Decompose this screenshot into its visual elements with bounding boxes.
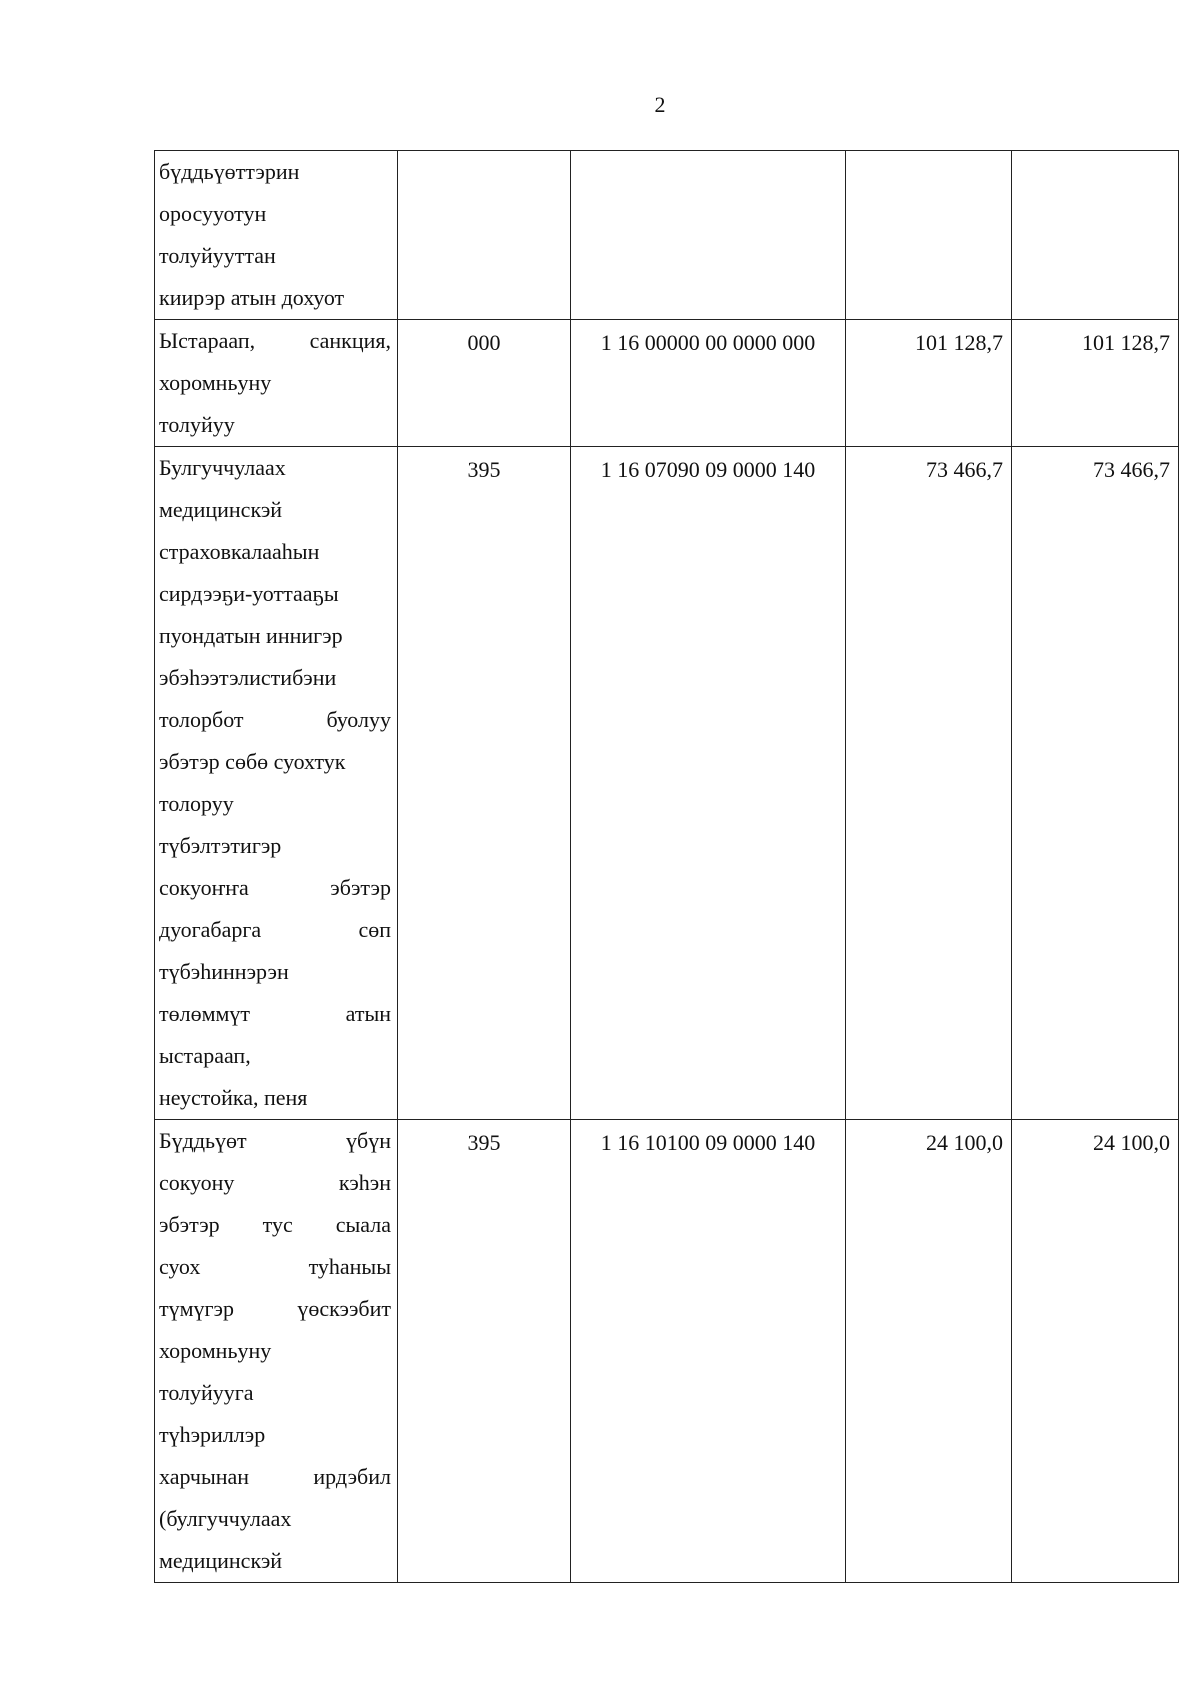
row-name-line: түбэһиннэрэн xyxy=(159,959,289,984)
row-name-line: неустойка, пеня xyxy=(159,1085,308,1110)
row-name-line: бүддьүөттэрин xyxy=(159,159,300,184)
table-body xyxy=(155,151,1179,1583)
admin-code-value: 395 xyxy=(467,457,501,482)
amount-value: 73 466,7 xyxy=(1093,457,1170,482)
admin-code-cell xyxy=(398,447,571,1120)
row-name-line: ыстараап, xyxy=(159,1043,251,1068)
row-name-line: толоруу xyxy=(159,791,234,816)
amount-cell xyxy=(846,320,1012,447)
budget-classification-code-cell xyxy=(571,151,846,320)
admin-code-value: 000 xyxy=(467,330,501,355)
row-name-line: пуондатын иннигэр xyxy=(159,623,343,648)
row-name-line: толуйууга xyxy=(159,1380,254,1405)
table-row xyxy=(155,447,1179,1120)
row-name-line: сирдээҕи-уоттааҕы xyxy=(159,581,339,606)
amount-cell xyxy=(1012,447,1179,1120)
row-name-line: хоромньуну xyxy=(159,370,272,395)
amount-value: 73 466,7 xyxy=(926,457,1003,482)
budget-classification-code-value: 1 16 00000 00 0000 000 xyxy=(600,330,816,355)
row-name-line: Булгуччулаах xyxy=(159,455,286,480)
row-name-line: медицинскэй xyxy=(159,497,283,522)
row-name-line: медицинскэй xyxy=(159,1548,283,1573)
admin-code-cell xyxy=(398,320,571,447)
row-name-line: сокуоҥҥа эбэтэр xyxy=(159,875,391,900)
table-row xyxy=(155,151,1179,320)
budget-table xyxy=(154,150,1179,1583)
row-name-line: (булгуччулаах xyxy=(159,1506,292,1531)
amount-cell xyxy=(1012,320,1179,447)
row-name-line: харчынан ирдэбил xyxy=(159,1464,391,1489)
row-name-cell xyxy=(155,1120,398,1583)
row-name-line: түһэриллэр xyxy=(159,1422,266,1447)
row-name-line: төлөммүт атын xyxy=(159,1001,391,1026)
budget-classification-code-cell xyxy=(571,447,846,1120)
table-row xyxy=(155,320,1179,447)
amount-value: 24 100,0 xyxy=(926,1130,1003,1155)
budget-classification-code-cell xyxy=(571,320,846,447)
row-name-line: хоромньуну xyxy=(159,1338,272,1363)
row-name-line: толуйуу xyxy=(159,412,235,437)
table-row xyxy=(155,1120,1179,1583)
row-name-cell xyxy=(155,320,398,447)
row-name-line: толуйууттан xyxy=(159,243,276,268)
row-name-line: страховкалааһын xyxy=(159,539,320,564)
row-name-cell xyxy=(155,447,398,1120)
row-name-line: түбэлтэтигэр xyxy=(159,833,282,858)
row-name-cell xyxy=(155,151,398,320)
row-name-line: сокуону кэһэн xyxy=(159,1170,391,1195)
admin-code-value: 395 xyxy=(467,1130,501,1155)
admin-code-cell xyxy=(398,151,571,320)
amount-value: 101 128,7 xyxy=(1082,330,1170,355)
row-name-line: толорбот буолуу xyxy=(159,707,391,732)
amount-value: 24 100,0 xyxy=(1093,1130,1170,1155)
budget-classification-code-value: 1 16 07090 09 0000 140 xyxy=(600,457,816,482)
row-name-line: суох туһаныы xyxy=(159,1254,391,1279)
amount-cell xyxy=(846,1120,1012,1583)
row-name-line: дуогабарга сөп xyxy=(159,917,391,942)
amount-value: 101 128,7 xyxy=(915,330,1003,355)
row-name-line: Бүддьүөт үбүн xyxy=(159,1128,391,1153)
row-name-line: киирэр атын дохуот xyxy=(159,285,345,310)
row-name-line: Ыстараап, санкция, xyxy=(159,328,391,353)
amount-cell xyxy=(1012,1120,1179,1583)
budget-classification-code-cell xyxy=(571,1120,846,1583)
row-name-line: эбэтэр сөбө суохтук xyxy=(159,749,346,774)
amount-cell xyxy=(1012,151,1179,320)
budget-classification-code-value: 1 16 10100 09 0000 140 xyxy=(600,1130,816,1155)
row-name-line: эбэтэр тус сыала xyxy=(159,1212,391,1237)
admin-code-cell xyxy=(398,1120,571,1583)
row-name-line: түмүгэр үөскээбит xyxy=(159,1296,391,1321)
page-number: 2 xyxy=(654,92,666,117)
amount-cell xyxy=(846,447,1012,1120)
amount-cell xyxy=(846,151,1012,320)
row-name-line: эбэһээтэлистибэни xyxy=(159,665,337,690)
row-name-line: оросууотун xyxy=(159,201,267,226)
